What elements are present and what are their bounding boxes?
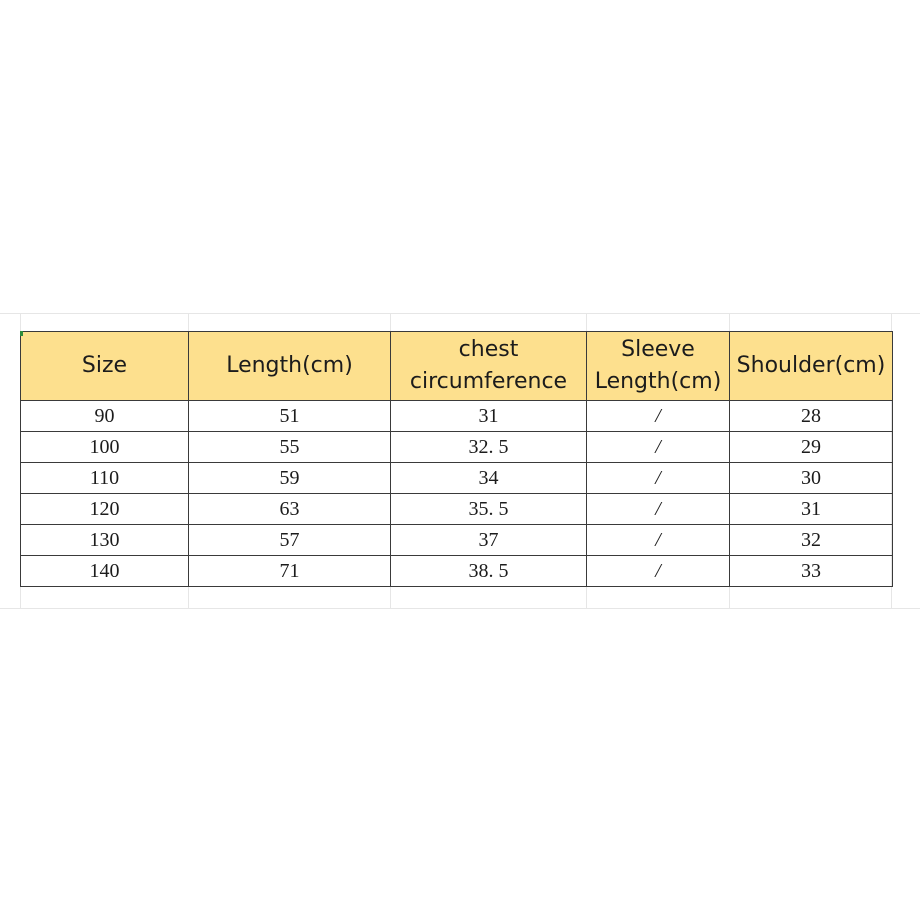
- header-shoulder-label: Shoulder(cm): [736, 353, 886, 378]
- cell-length: 57: [189, 525, 391, 556]
- header-length-label: Length(cm): [226, 353, 353, 378]
- cell-shoulder: 33: [730, 556, 893, 587]
- cell-shoulder: 31: [730, 494, 893, 525]
- cell-shoulder: 29: [730, 432, 893, 463]
- cell-length: 51: [189, 401, 391, 432]
- header-sleeve-line2: Length(cm): [594, 369, 722, 394]
- cell-sleeve: /: [587, 525, 730, 556]
- table-row: [21, 556, 893, 587]
- table-row: [21, 401, 893, 432]
- cell-length: 63: [189, 494, 391, 525]
- cell-sleeve: /: [587, 401, 730, 432]
- cell-sleeve: /: [587, 494, 730, 525]
- cell-size: 130: [21, 525, 189, 556]
- header-chest-line1: chest: [458, 337, 519, 362]
- table-row: [21, 432, 893, 463]
- header-size-label: Size: [81, 353, 128, 378]
- header-length: [189, 332, 391, 401]
- cell-length: 59: [189, 463, 391, 494]
- selected-cell-corner-marker: [20, 331, 23, 336]
- header-row: [21, 332, 893, 401]
- cell-shoulder: 30: [730, 463, 893, 494]
- cell-sleeve: /: [587, 432, 730, 463]
- cell-shoulder: 32: [730, 525, 893, 556]
- size-chart-table: [20, 331, 893, 587]
- cell-size: 90: [21, 401, 189, 432]
- sheet-gridline: [0, 313, 920, 314]
- cell-size: 100: [21, 432, 189, 463]
- cell-size: 110: [21, 463, 189, 494]
- header-sleeve-line1: Sleeve: [621, 337, 695, 362]
- cell-size: 120: [21, 494, 189, 525]
- cell-size: 140: [21, 556, 189, 587]
- cell-sleeve: /: [587, 463, 730, 494]
- sheet-gridline: [0, 608, 920, 609]
- cell-chest: 38. 5: [391, 556, 587, 587]
- cell-chest: 35. 5: [391, 494, 587, 525]
- cell-chest: 34: [391, 463, 587, 494]
- header-chest-circumference: [391, 332, 587, 401]
- cell-chest: 31: [391, 401, 587, 432]
- header-chest-line2: circumference: [409, 369, 568, 394]
- table-row: [21, 463, 893, 494]
- header-sleeve-length: [587, 332, 730, 401]
- cell-sleeve: /: [587, 556, 730, 587]
- cell-shoulder: 28: [730, 401, 893, 432]
- header-shoulder: [730, 332, 893, 401]
- cell-chest: 37: [391, 525, 587, 556]
- table-row: [21, 494, 893, 525]
- header-size: [21, 332, 189, 401]
- table-row: [21, 525, 893, 556]
- cell-chest: 32. 5: [391, 432, 587, 463]
- cell-length: 55: [189, 432, 391, 463]
- cell-length: 71: [189, 556, 391, 587]
